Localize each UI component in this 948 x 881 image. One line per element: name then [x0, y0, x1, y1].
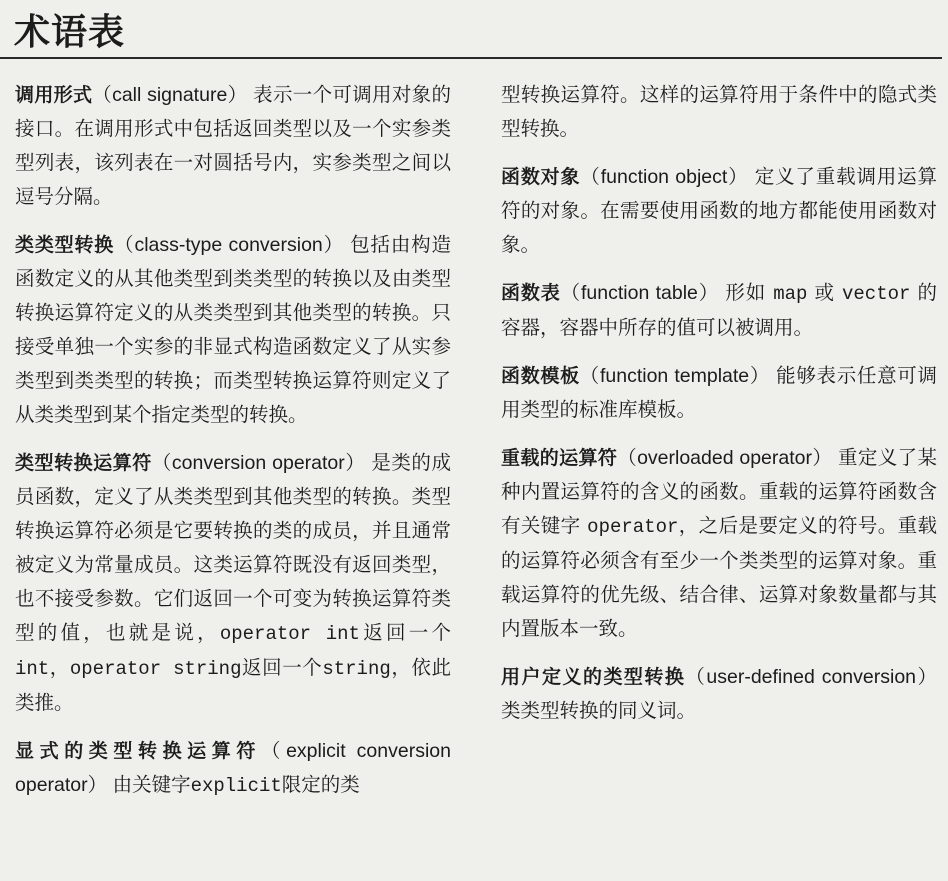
definition-text: 能够表示任意可调用类型的标准库模板。: [501, 364, 937, 421]
glossary-column-left: [15, 78, 451, 817]
term-english: （call signature）: [92, 84, 254, 106]
definition-text: 限定的类: [281, 773, 360, 796]
definition-text: 的容器，容器中所存的值可以被调用。: [501, 281, 937, 339]
definition-text: 重定义了某种内置运算符的含义的函数。重载的运算符函数含有关键字: [501, 446, 937, 537]
glossary-entry: [501, 441, 937, 646]
glossary-term: 类类型转换: [15, 234, 115, 256]
term-english: （user-defined conversion）: [685, 666, 937, 688]
glossary-term: 调用形式: [15, 84, 93, 106]
definition-text: 返回一个: [241, 656, 323, 679]
definition-text: 是类的成员函数，定义了从类类型到其他类型的转换。类型转换运算符必须是它要转换的类的成员，并且通常被定义为常量成员。这类运算符既没有返回类型，也不接受参数。它们返回一个可变为转换运算符类型的值，也就是说，: [15, 451, 451, 644]
definition-text: ，之后是要定义的符号。重载的运算符必须含有至少一个类类型的运算对象。重载运算符的优先级、结合律、运算对象数量都与其内置版本一致。: [501, 514, 937, 640]
glossary-term: 函数表: [501, 282, 561, 304]
term-english: （function template）: [579, 365, 777, 387]
code-keyword: map: [773, 283, 808, 305]
glossary-term: 函数模板: [501, 365, 580, 387]
glossary-entry: [501, 160, 937, 262]
glossary-term: 重载的运算符: [501, 447, 618, 469]
glossary-entry: [501, 660, 937, 728]
glossary-term: 函数对象: [501, 166, 581, 188]
code-keyword: vector: [842, 283, 911, 305]
definition-text: 形如: [725, 281, 774, 304]
term-english: （function object）: [580, 166, 755, 188]
definition-text: 定义了重载调用运算符的对象。在需要使用函数的地方都能使用函数对象。: [501, 165, 937, 256]
term-english: （class-type conversion）: [114, 234, 351, 256]
page-title: 术语表: [14, 11, 126, 53]
definition-text: 类类型转换的同义词。: [501, 699, 697, 722]
glossary-entry: [15, 228, 451, 432]
definition-text: 由关键字: [112, 773, 191, 796]
definition-text: 包括由构造函数定义的从其他类型到类类型的转换以及由类型转换运算符定义的从类类型到其他类型的转换。只接受单独一个实参的非显式构造函数定义了从实参类型到类类型的转换；而类型转换运算符则定义了从类类型到某个指定类型的转换。: [15, 233, 451, 426]
glossary-entry: [15, 446, 451, 720]
term-english: （function table）: [560, 282, 726, 304]
code-keyword: string: [322, 658, 391, 680]
glossary-term: 用户定义的类型转换: [501, 666, 686, 688]
definition-text: ，: [49, 656, 70, 679]
code-keyword: operator int: [219, 623, 360, 645]
definition-text: 返回一个: [359, 621, 451, 644]
code-keyword: operator: [587, 516, 679, 538]
glossary-entry: [501, 276, 937, 345]
glossary-term: 显式的类型转换运算符: [15, 740, 261, 762]
code-keyword: explicit: [190, 775, 282, 797]
glossary-entry: [501, 359, 937, 427]
definition-text: 表示一个可调用对象的接口。在调用形式中包括返回类型以及一个实参类型列表，该列表在一对圆括号内，实参类型之间以逗号分隔。: [15, 83, 451, 208]
glossary-entry: [15, 734, 451, 803]
term-english: （conversion operator）: [151, 452, 372, 474]
definition-text: ，依此类推。: [15, 656, 451, 714]
glossary-entry: [15, 78, 451, 214]
definition-text: 或: [807, 281, 842, 304]
glossary-entry: [501, 78, 937, 146]
code-keyword: int: [15, 658, 50, 680]
glossary-column-right: [501, 78, 937, 742]
code-keyword: operator string: [69, 658, 242, 680]
term-english: （overloaded operator）: [617, 447, 838, 469]
definition-text: 型转换运算符。这样的运算符用于条件中的隐式类型转换。: [501, 83, 937, 140]
glossary-term: 类型转换运算符: [15, 452, 152, 474]
title-divider: [0, 57, 942, 59]
term-english: （explicit conversion operator）: [15, 740, 451, 796]
